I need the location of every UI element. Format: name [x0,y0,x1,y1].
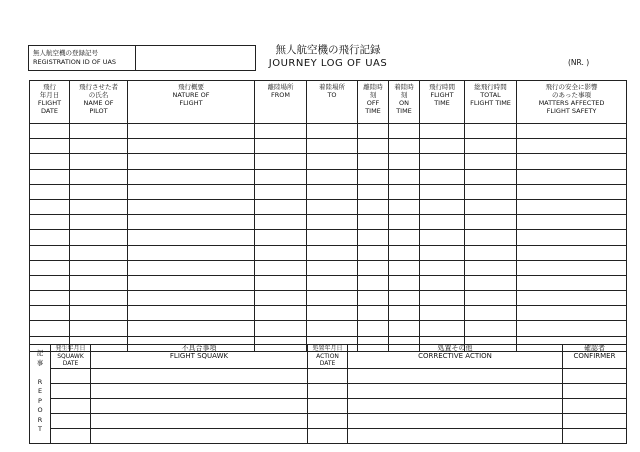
log-cell[interactable] [128,199,255,214]
log-cell[interactable] [465,184,517,199]
log-cell[interactable] [358,291,389,306]
log-cell[interactable] [255,245,307,260]
log-cell[interactable] [255,154,307,169]
log-cell[interactable] [517,124,627,139]
log-cell[interactable] [465,154,517,169]
log-cell[interactable] [465,169,517,184]
report-row [30,414,627,429]
report-cell[interactable] [91,383,308,398]
log-cell[interactable] [30,139,70,154]
log-cell[interactable] [70,230,128,245]
log-cell[interactable] [358,230,389,245]
log-cell[interactable] [30,230,70,245]
report-cell[interactable] [563,368,627,383]
log-cell[interactable] [420,291,465,306]
log-row [30,306,627,321]
log-row [30,124,627,139]
log-cell[interactable] [420,169,465,184]
log-cell[interactable] [517,154,627,169]
log-cell[interactable] [420,230,465,245]
log-cell[interactable] [307,199,358,214]
log-cell[interactable] [30,154,70,169]
log-cell[interactable] [30,124,70,139]
log-cell[interactable] [255,275,307,290]
log-cell[interactable] [307,260,358,275]
report-row [30,429,627,444]
report-cell[interactable] [308,368,348,383]
log-row [30,230,627,245]
log-row [30,169,627,184]
report-cell[interactable] [91,398,308,413]
report-cell[interactable] [91,414,308,429]
log-cell[interactable] [30,169,70,184]
report-cell[interactable] [348,398,563,413]
report-side-label: 記 事 R E P O R T [30,345,51,444]
report-cell[interactable] [308,398,348,413]
log-cell[interactable] [307,139,358,154]
log-cell[interactable] [70,275,128,290]
log-cell[interactable] [70,321,128,336]
log-cell[interactable] [465,306,517,321]
log-cell[interactable] [389,291,420,306]
report-cell[interactable] [51,429,91,444]
log-cell[interactable] [70,245,128,260]
log-cell[interactable] [30,291,70,306]
log-cell[interactable] [517,184,627,199]
log-cell[interactable] [465,321,517,336]
log-cell[interactable] [30,306,70,321]
log-cell[interactable] [128,169,255,184]
log-cell[interactable] [307,245,358,260]
log-cell[interactable] [420,154,465,169]
log-cell[interactable] [517,199,627,214]
log-cell[interactable] [420,215,465,230]
log-cell[interactable] [517,215,627,230]
log-cell[interactable] [420,139,465,154]
log-cell[interactable] [255,215,307,230]
log-cell[interactable] [420,275,465,290]
log-cell[interactable] [389,169,420,184]
log-cell[interactable] [517,306,627,321]
report-cell[interactable] [348,383,563,398]
log-cell[interactable] [128,306,255,321]
log-cell[interactable] [358,139,389,154]
log-cell[interactable] [128,184,255,199]
log-cell[interactable] [358,184,389,199]
log-cell[interactable] [465,245,517,260]
report-cell[interactable] [563,414,627,429]
log-cell[interactable] [358,199,389,214]
log-cell[interactable] [389,275,420,290]
log-cell[interactable] [307,321,358,336]
log-cell[interactable] [389,321,420,336]
log-cell[interactable] [30,260,70,275]
log-cell[interactable] [128,245,255,260]
log-cell[interactable] [420,199,465,214]
log-cell[interactable] [128,291,255,306]
log-cell[interactable] [358,215,389,230]
log-cell[interactable] [517,260,627,275]
log-row [30,260,627,275]
log-cell[interactable] [70,291,128,306]
page-title [258,44,398,70]
report-cell[interactable] [308,429,348,444]
log-cell[interactable] [30,321,70,336]
log-row [30,291,627,306]
log-cell[interactable] [128,124,255,139]
log-row [30,139,627,154]
log-cell[interactable] [255,260,307,275]
registration-value-field[interactable] [136,46,255,70]
log-cell[interactable] [128,139,255,154]
log-cell[interactable] [70,306,128,321]
report-cell[interactable] [348,414,563,429]
col-action-date: 処置年月日 ACTION DATE [308,345,348,369]
log-cell[interactable] [389,199,420,214]
log-row [30,154,627,169]
log-cell[interactable] [517,139,627,154]
col-off-time: 離陸時 刻 OFF TIME [358,81,389,124]
log-cell[interactable] [358,321,389,336]
log-cell[interactable] [465,275,517,290]
log-cell[interactable] [389,154,420,169]
report-row [30,368,627,383]
log-cell[interactable] [358,124,389,139]
report-row [30,398,627,413]
col-confirmer: 確認者 CONFIRMER [563,345,627,369]
log-cell[interactable] [70,260,128,275]
log-cell[interactable] [389,306,420,321]
log-cell[interactable] [465,230,517,245]
log-cell[interactable] [358,154,389,169]
log-cell[interactable] [30,275,70,290]
log-row [30,199,627,214]
title-ja: 無人航空機の飛行記録 [275,44,381,56]
log-cell[interactable] [465,260,517,275]
log-cell[interactable] [255,291,307,306]
log-cell[interactable] [307,275,358,290]
report-cell[interactable] [563,383,627,398]
log-cell[interactable] [389,230,420,245]
log-cell[interactable] [30,215,70,230]
log-cell[interactable] [389,260,420,275]
log-cell[interactable] [255,169,307,184]
log-cell[interactable] [517,275,627,290]
col-flight-time: 飛行時間 FLIGHT TIME [420,81,465,124]
log-row [30,321,627,336]
log-cell[interactable] [70,139,128,154]
journey-log-table [29,80,627,352]
log-cell[interactable] [128,215,255,230]
log-cell[interactable] [307,230,358,245]
log-cell[interactable] [307,291,358,306]
report-cell[interactable] [51,414,91,429]
nr-label: (NR. ) [568,58,590,67]
log-cell[interactable] [255,306,307,321]
log-cell[interactable] [128,230,255,245]
log-cell[interactable] [420,321,465,336]
log-cell[interactable] [420,184,465,199]
col-pilot-name: 飛行させた者 の氏名 NAME OF PILOT [70,81,128,124]
report-cell[interactable] [308,414,348,429]
log-cell[interactable] [517,291,627,306]
report-header-row [30,345,627,369]
log-cell[interactable] [70,124,128,139]
log-cell[interactable] [465,199,517,214]
report-cell[interactable] [308,383,348,398]
col-matters-affected: 飛行の安全に影響 のあった事項 MATTERS AFFECTED FLIGHT SAFETY [517,81,627,124]
log-cell[interactable] [389,245,420,260]
report-cell[interactable] [51,383,91,398]
report-cell[interactable] [91,429,308,444]
log-cell[interactable] [389,124,420,139]
log-cell[interactable] [307,306,358,321]
report-cell[interactable] [348,429,563,444]
col-on-time: 着陸時 刻 ON TIME [389,81,420,124]
log-cell[interactable] [128,260,255,275]
log-cell[interactable] [517,230,627,245]
registration-label-en: REGISTRATION ID OF UAS [33,58,117,66]
report-cell[interactable] [91,368,308,383]
log-cell[interactable] [358,245,389,260]
log-cell[interactable] [307,154,358,169]
log-cell[interactable] [70,215,128,230]
log-cell[interactable] [70,184,128,199]
log-cell[interactable] [70,199,128,214]
col-corrective-action: 処置その他 CORRECTIVE ACTION [348,345,563,369]
log-row [30,184,627,199]
registration-box [28,45,256,71]
log-cell[interactable] [389,184,420,199]
registration-label [29,46,136,70]
report-cell[interactable] [51,398,91,413]
log-cell[interactable] [307,169,358,184]
log-cell[interactable] [389,139,420,154]
log-cell[interactable] [358,306,389,321]
col-flight-squawk: 不具合事項 FLIGHT SQUAWK [91,345,308,369]
log-cell[interactable] [420,260,465,275]
log-cell[interactable] [128,154,255,169]
log-cell[interactable] [517,321,627,336]
log-cell[interactable] [517,169,627,184]
log-header-row [30,81,627,124]
log-cell[interactable] [465,291,517,306]
col-to: 着陸場所 TO [307,81,358,124]
log-cell[interactable] [70,169,128,184]
log-cell[interactable] [128,275,255,290]
log-cell[interactable] [465,124,517,139]
log-cell[interactable] [128,321,255,336]
title-en: JOURNEY LOG OF UAS [268,58,388,69]
log-cell[interactable] [255,321,307,336]
registration-label-ja: 無人航空機の登録記号 [33,49,98,57]
col-total-flight-time: 総飛行時間 TOTAL FLIGHT TIME [465,81,517,124]
log-cell[interactable] [420,124,465,139]
log-cell[interactable] [255,184,307,199]
log-cell[interactable] [307,215,358,230]
col-nature-of-flight: 飛行概要 NATURE OF FLIGHT [128,81,255,124]
log-cell[interactable] [358,275,389,290]
log-row [30,275,627,290]
log-cell[interactable] [307,184,358,199]
log-cell[interactable] [30,245,70,260]
col-flight-date: 飛行 年月日 FLIGHT DATE [30,81,70,124]
log-row [30,245,627,260]
report-table [29,344,627,444]
log-cell[interactable] [30,184,70,199]
log-cell[interactable] [30,199,70,214]
log-cell[interactable] [465,139,517,154]
log-cell[interactable] [255,124,307,139]
log-row [30,215,627,230]
log-cell[interactable] [255,199,307,214]
col-squawk-date: 発生年月日 SQUAWK DATE [51,345,91,369]
log-cell[interactable] [465,215,517,230]
report-cell[interactable] [348,368,563,383]
log-cell[interactable] [420,306,465,321]
log-cell[interactable] [420,245,465,260]
log-cell[interactable] [358,260,389,275]
log-cell[interactable] [255,230,307,245]
report-cell[interactable] [51,368,91,383]
log-cell[interactable] [255,139,307,154]
report-cell[interactable] [563,398,627,413]
report-row [30,383,627,398]
log-cell[interactable] [307,124,358,139]
log-cell[interactable] [389,215,420,230]
log-cell[interactable] [517,245,627,260]
report-cell[interactable] [563,429,627,444]
log-cell[interactable] [70,154,128,169]
log-cell[interactable] [358,169,389,184]
col-from: 離陸場所 FROM [255,81,307,124]
